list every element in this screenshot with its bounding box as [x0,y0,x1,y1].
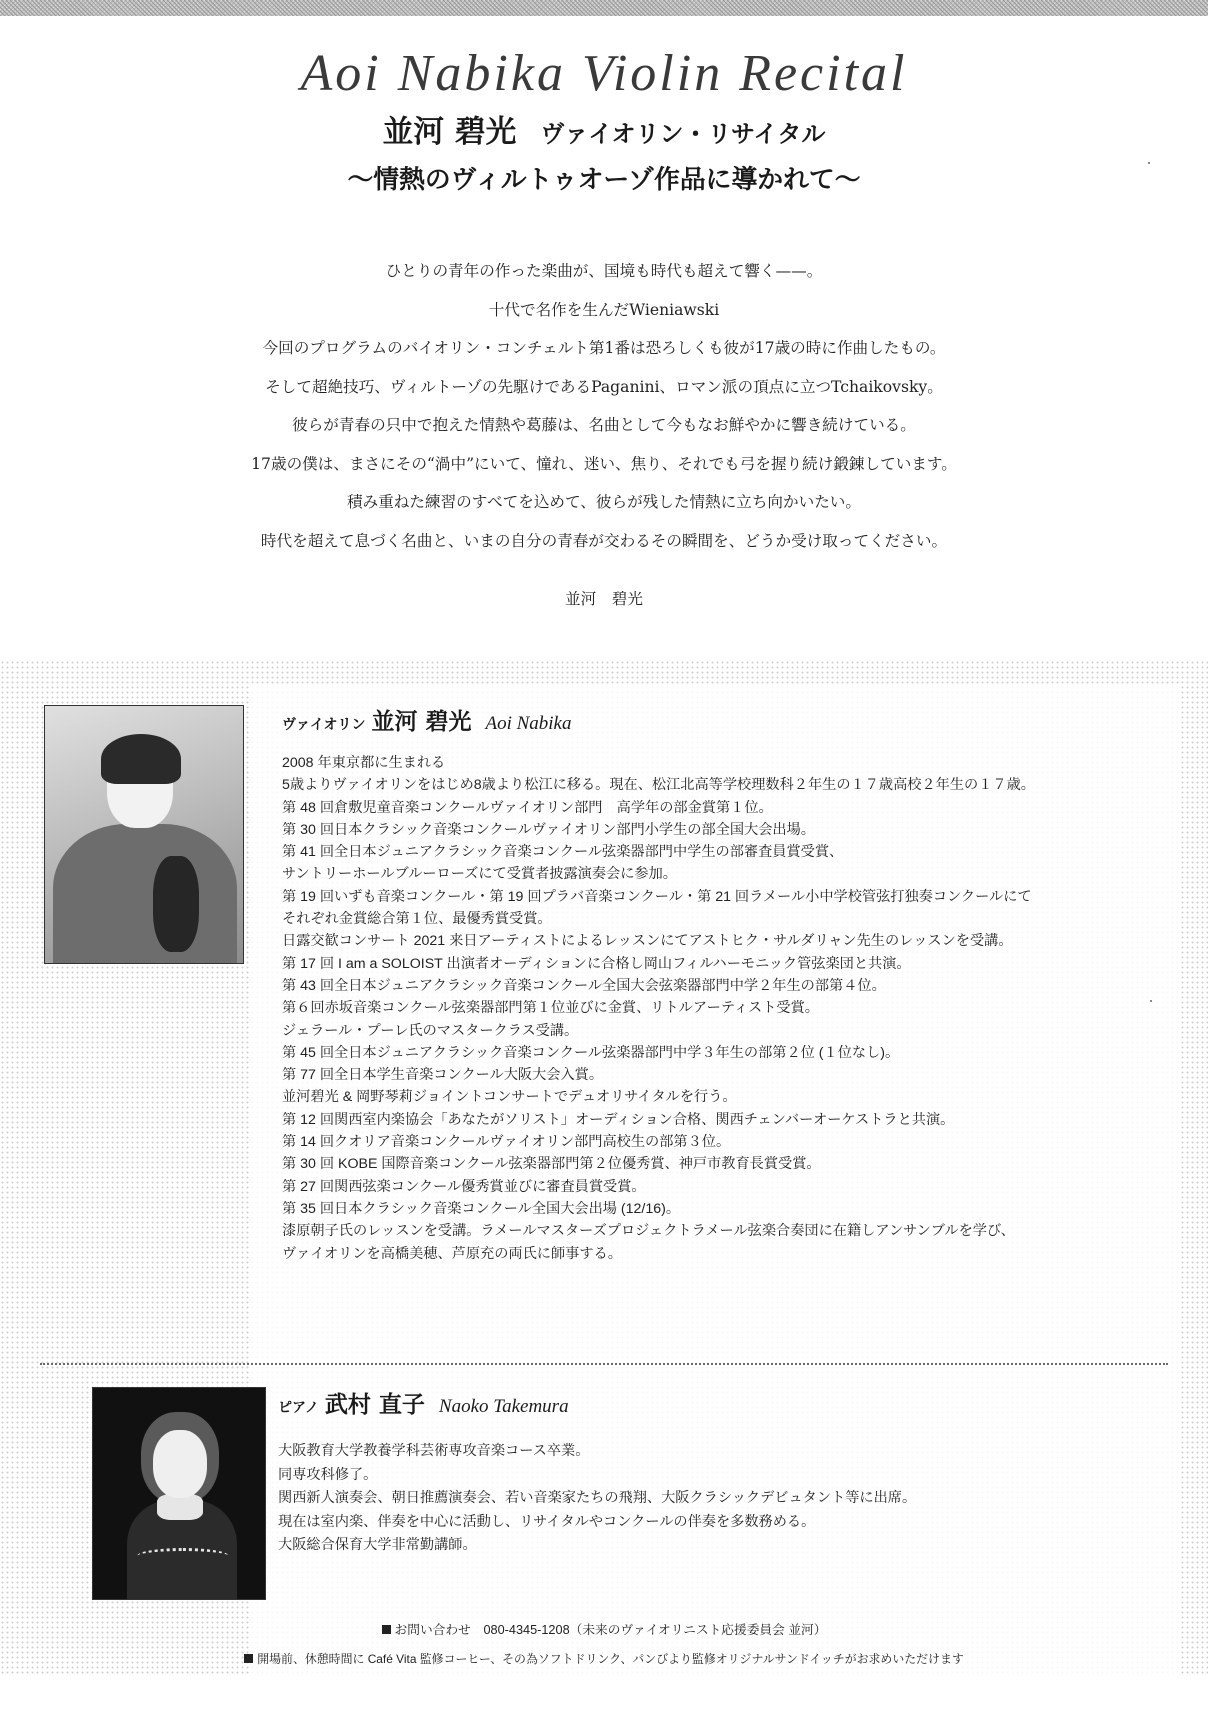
square-bullet-icon [382,1625,391,1634]
bio-line: 第 48 回倉敷児童音楽コンクールヴァイオリン部門 高学年の部金賞第１位。 [282,799,773,816]
bio-line: 同専攻科修了。 [278,1466,378,1483]
title-english: Aoi Nabika Violin Recital [300,45,908,102]
title-japanese [0,110,1208,156]
violin-icon [153,856,199,952]
contact-text: お問い合わせ 080-4345-1208（未来のヴァイオリニスト応援委員会 並河） [394,1622,827,1637]
bio-line: 第 77 回全日本学生音楽コンクール大阪大会入賞。 [282,1067,604,1084]
bio-line: 第 19 回いずも音楽コンクール・第 19 回プラバ音楽コンクール・第 21 回ラメール小中学校管弦打独奏コンクールにて [282,888,1032,905]
violinist-name-jp: 並河 碧光 [371,708,472,735]
scan-speck [1148,162,1150,164]
message-line: そして超絶技巧、ヴィルトーゾの先駆けであるPaganini、ロマン派の頂点に立つTchaikovsky。 [265,377,943,396]
pianist-role: ピアノ [278,1400,319,1416]
bio-line: ヴァイオリンを高橋美穂、芦原充の両氏に師事する。 [282,1245,622,1262]
refreshment-note [0,1650,1208,1667]
bio-line: 並河碧光 & 岡野琴莉ジョイントコンサートでデュオリサイタルを行う。 [282,1089,737,1106]
pianist-bio [278,1440,916,1558]
top-texture-strip [0,0,1208,16]
violinist-role: ヴァイオリン [282,717,366,733]
performer-message [150,252,1058,619]
bio-line: 第 45 回全日本ジュニアクラシック音楽コンクール弦楽器部門中学３年生の部第２位 (１位なし)。 [282,1044,900,1061]
bio-line: サントリーホールブルーローズにて受賞者披露演奏会に参加。 [282,866,677,883]
bio-line: 漆原朝子氏のレッスンを受講。ラメールマスターズプロジェクトラメール弦楽合奏団に在籍しアンサンブルを学び、 [282,1223,1015,1240]
bio-line: 第 35 回日本クラシック音楽コンクール全国大会出場 (12/16)。 [282,1200,681,1217]
violinist-bio [282,752,1035,1265]
bio-line: 第 17 回 I am a SOLOIST 出演者オーディションに合格し岡山フィルハーモニック管弦楽団と共演。 [282,955,911,972]
square-bullet-icon [244,1654,253,1663]
pianist-name-jp: 武村 直子 [324,1391,425,1418]
bio-line: それぞれ金賞総合第１位、最優秀賞受賞。 [282,911,552,928]
bio-line: 第６回赤坂音楽コンクール弦楽器部門第１位並びに金賞、リトルアーティスト受賞。 [282,1000,819,1017]
scan-speck [1150,1000,1152,1002]
message-line: 今回のプログラムのバイオリン・コンチェルト第1番は恐ろしくも彼が17歳の時に作曲したもの。 [262,339,946,357]
bio-line: ジェラール・プーレ氏のマスタークラス受講。 [282,1022,579,1039]
message-line: ひとりの青年の作った楽曲が、国境も時代も超えて響く——。 [385,262,823,280]
bio-line: 第 30 回日本クラシック音楽コンクールヴァイオリン部門小学生の部全国大会出場。 [282,821,815,838]
bio-line: 第 27 回関西弦楽コンクール優秀賞並びに審査員賞受賞。 [282,1178,646,1195]
bio-line: 大阪教育大学教養学科芸術専攻音楽コース卒業。 [278,1443,590,1459]
bio-line: 第 30 回 KOBE 国際音楽コンクール弦楽器部門第２位優秀賞、神戸市教育長賞受賞。 [282,1156,821,1173]
bio-line: 関西新人演奏会、朝日推薦演奏会、若い音楽家たちの飛翔、大阪クラシックデビュタント等に出席。 [278,1490,917,1506]
pianist-heading [278,1390,569,1423]
title-recital-label: ヴァイオリン・リサイタル [540,119,826,148]
title-performer-name: 並河 碧光 [382,114,517,150]
refreshment-text: 開場前、休憩時間に Café Vita 監修コーヒー、その為ソフトドリンク、パンびより監修オリジナルサンドイッチがお求めいただけます [257,1652,964,1666]
bio-line: 大阪総合保育大学非常勤講師。 [278,1537,477,1553]
contact-info [0,1619,1208,1638]
message-line: 時代を超えて息づく名曲と、いまの自分の青春が交わるその瞬間を、どうか受け取ってください。 [260,531,948,550]
bio-line: 日露交歓コンサート 2021 来日アーティストによるレッスンにてアストヒク・サルダリャン先生のレッスンを受講。 [282,933,1013,950]
message-line: 積み重ねた練習のすべてを込めて、彼らが残した情熱に立ち向かいたい。 [347,493,861,511]
message-line: 彼らが青春の只中で抱えた情熱や葛藤は、名曲として今もなお鮮やかに響き続けている。 [292,416,916,434]
violinist-heading [282,707,572,740]
bio-line: 第 12 回関西室内楽協会「あなたがソリスト」オーディション合格、関西チェンバーオーケストラと共演。 [282,1111,955,1128]
message-line: 17歳の僕は、まさにその“渦中”にいて、憧れ、迷い、焦り、それでも弓を握り続け鍛錬しています。 [251,454,957,473]
violinist-photo [44,705,244,964]
message-line: 十代で名作を生んだWieniawski [488,300,720,319]
bio-line: 第 14 回クオリア音楽コンクールヴァイオリン部門高校生の部第３位。 [282,1134,731,1151]
section-divider [40,1363,1168,1365]
bio-line: 現在は室内楽、伴奏を中心に活動し、リサイタルやコンクールの伴奏を多数務める。 [278,1513,816,1530]
message-signature: 並河 碧光 [565,590,643,608]
bio-line: 2008 年東京都に生まれる [282,755,446,771]
bio-line: 第 43 回全日本ジュニアクラシック音楽コンクール全国大会弦楽器部門中学２年生の部第４位。 [282,977,886,994]
bio-line: 第 41 回全日本ジュニアクラシック音楽コンクール弦楽器部門中学生の部審査員賞受賞、 [282,844,844,861]
pianist-name-en: Naoko Takemura [438,1396,569,1417]
bio-line: 5歳よりヴァイオリンをはじめ8歳より松江に移る。現在、松江北高等学校理数科２年生の１７歳高校２年生の１７歳。 [282,777,1035,794]
violinist-name-en: Aoi Nabika [485,713,572,734]
subtitle: 〜情熱のヴィルトゥオーゾ作品に導かれて〜 [347,165,861,195]
pianist-photo [92,1387,266,1600]
